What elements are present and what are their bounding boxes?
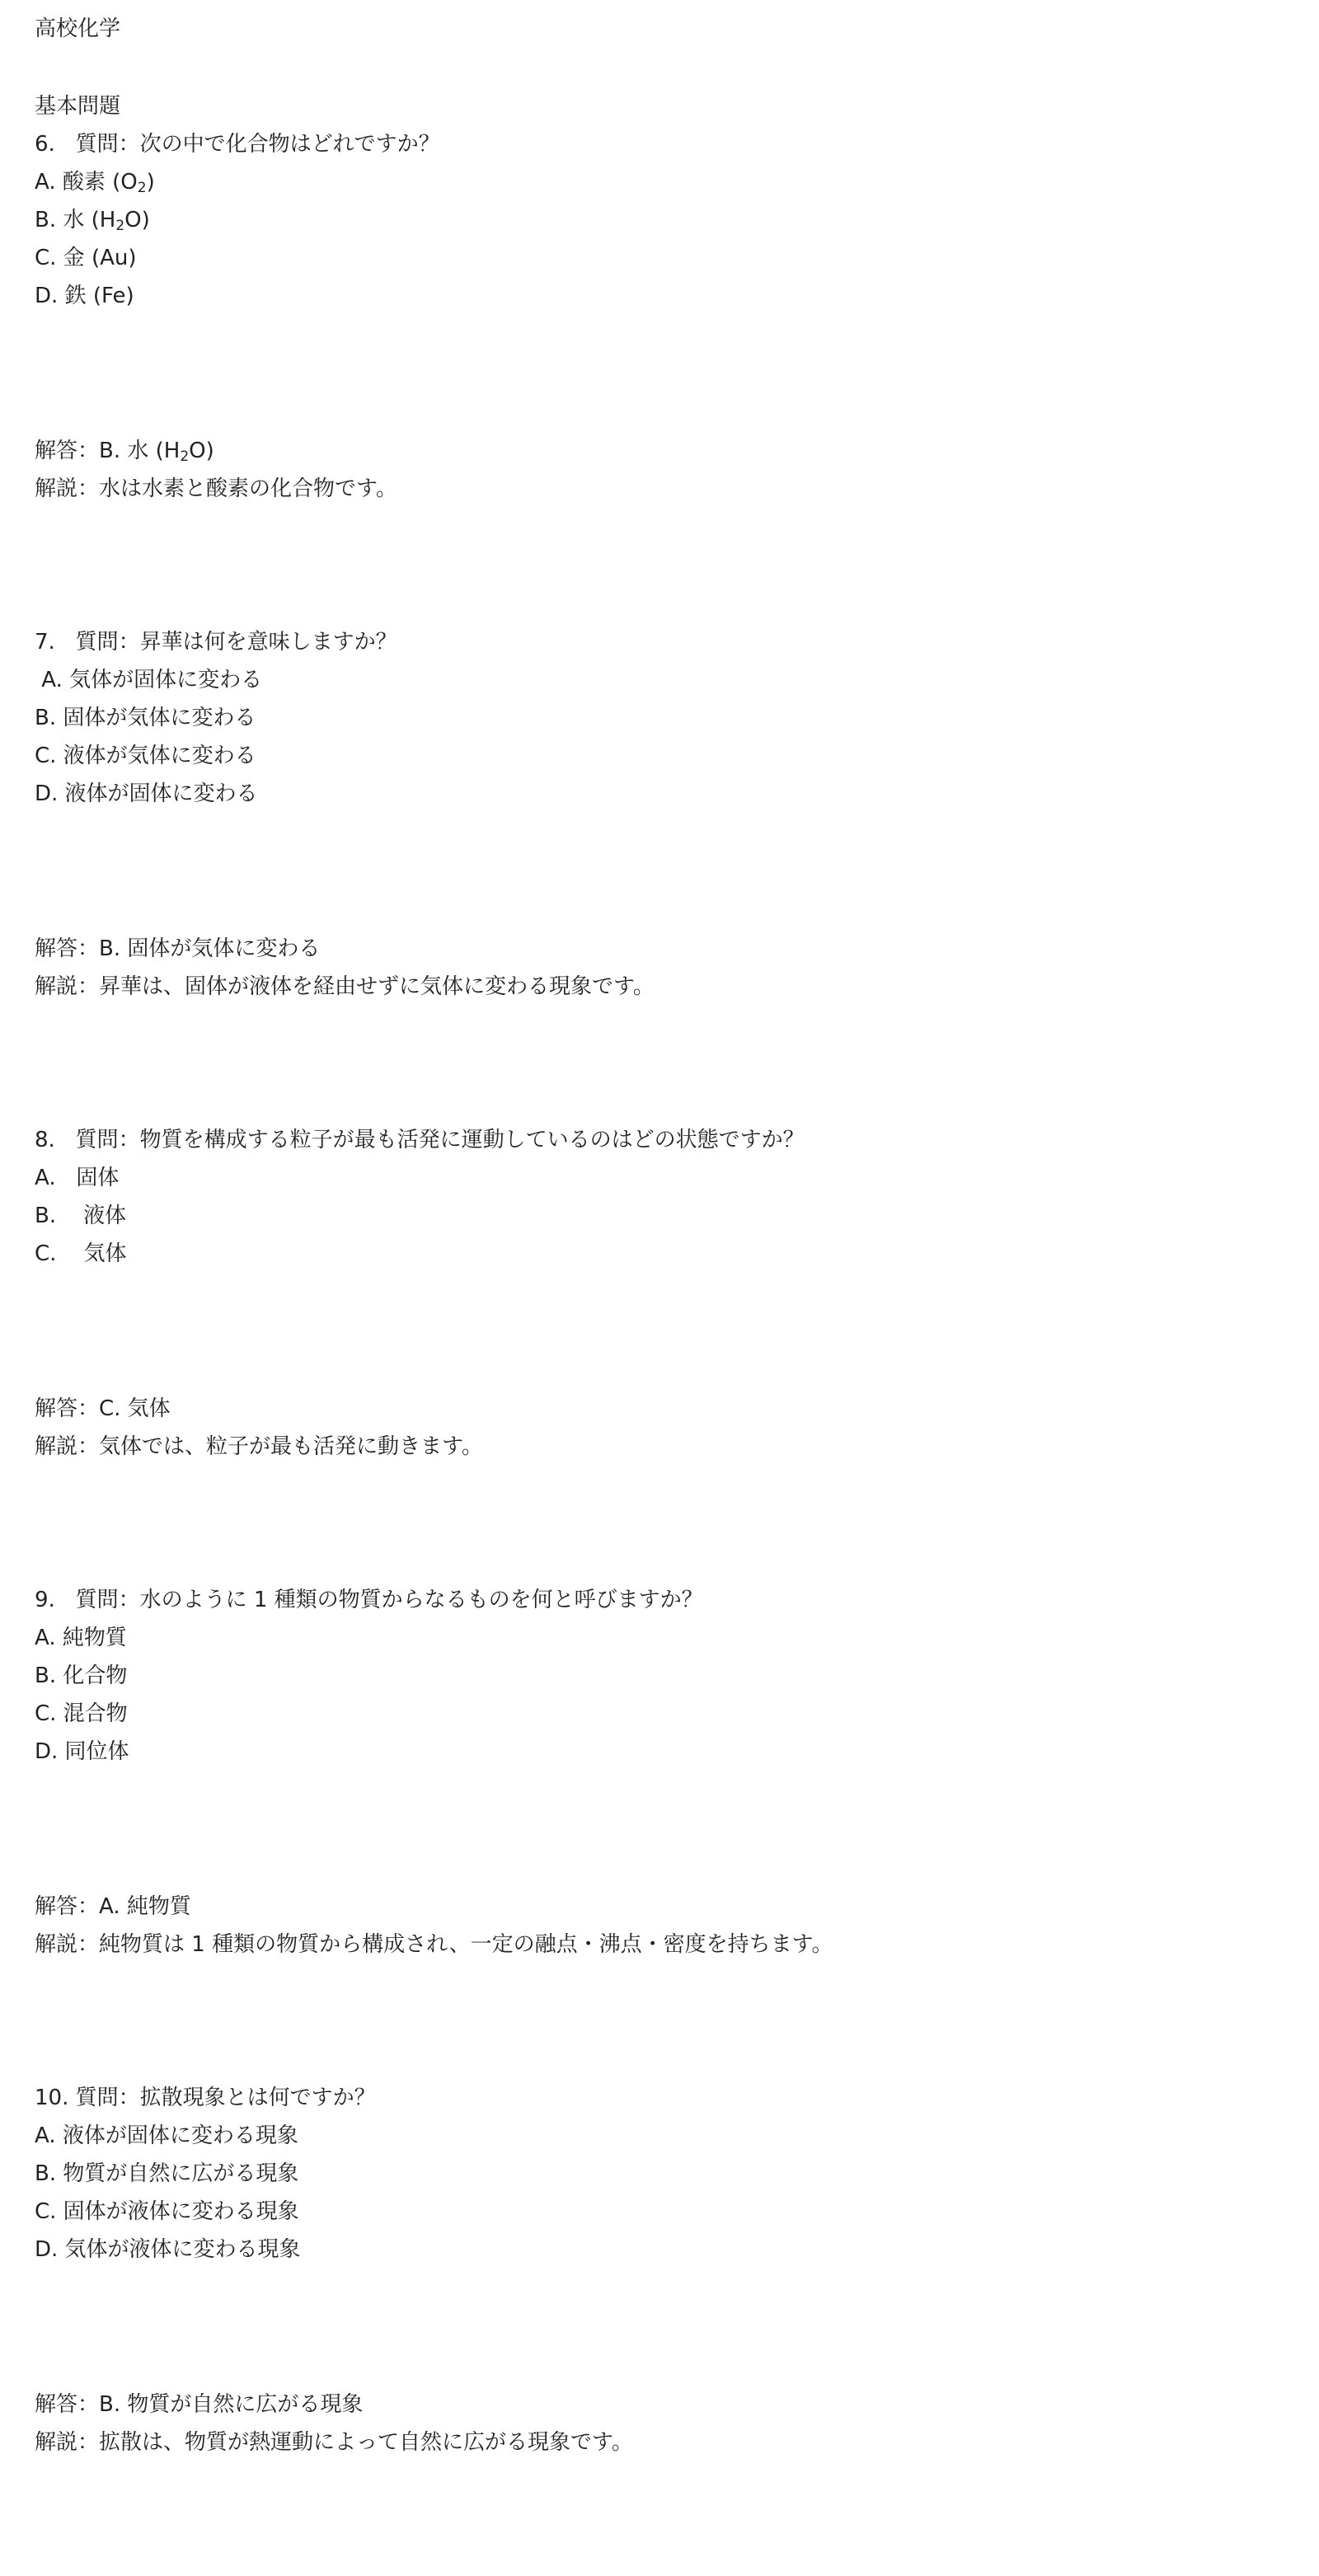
option-item: A. 酸素 $(O_2)$	[35, 170, 155, 196]
option-item: D. 鉄 (Fe)	[35, 284, 134, 308]
explanation-line: 解説：昇華は、固体が液体を経由せずに気体に変わる現象です。	[35, 974, 655, 999]
option-item: A. 気体が固体に変わる	[35, 668, 263, 692]
option-item: C. 混合物	[35, 1701, 128, 1726]
option-item: C. 液体が気体に変わる	[35, 744, 256, 768]
question-text: 7. 質問：昇華は何を意味しますか？	[35, 630, 397, 655]
option-item: B. 固体が気体に変わる	[35, 706, 256, 730]
question-text: 6. 質問：次の中で化合物はどれですか？	[35, 132, 440, 157]
explanation-line: 解説：気体では、粒子が最も活発に動きます。	[35, 1434, 483, 1459]
answer-line: 解答：B. 固体が気体に変わる	[35, 936, 321, 961]
option-item: B. 液体	[35, 1204, 127, 1228]
option-item: B. 化合物	[35, 1663, 128, 1688]
answer-line: 解答：A. 純物質	[35, 1894, 191, 1919]
option-item: B. 物質が自然に広がる現象	[35, 2161, 299, 2186]
explanation-line: 解説：水は水素と酸素の化合物です。	[35, 476, 397, 501]
answer-line: 解答：B. 物質が自然に広がる現象	[35, 2392, 364, 2417]
question-text: 8. 質問：物質を構成する粒子が最も活発に運動しているのはどの状態ですか？	[35, 1128, 805, 1152]
option-item: C. 固体が液体に変わる現象	[35, 2199, 299, 2224]
explanation-line: 解説：純物質は 1 種類の物質から構成され、一定の融点・沸点・密度を持ちます。	[35, 1932, 833, 1957]
section-title: 基本問題	[35, 94, 121, 119]
question-text: 10. 質問：拡散現象とは何ですか？	[35, 2086, 376, 2110]
option-item: C. 金 (Au)	[35, 246, 137, 270]
answer-line: 解答：B. 水 $(H_2O)$	[35, 439, 214, 465]
document-header: 高校化学	[35, 16, 121, 41]
question-text: 9. 質問：水のように 1 種類の物質からなるものを何と呼びますか？	[35, 1588, 703, 1612]
explanation-line: 解説：拡散は、物質が熱運動によって自然に広がる現象です。	[35, 2430, 633, 2455]
option-item: D. 気体が液体に変わる現象	[35, 2237, 301, 2262]
option-item: A. 純物質	[35, 1626, 127, 1650]
answer-line: 解答：C. 気体	[35, 1396, 171, 1421]
option-item: D. 液体が固体に変わる	[35, 781, 258, 806]
option-item: D. 同位体	[35, 1739, 129, 1764]
option-item: C. 気体	[35, 1241, 127, 1266]
option-item: A. 液体が固体に変わる現象	[35, 2123, 298, 2148]
option-item: A. 固体	[35, 1166, 120, 1190]
option-item: B. 水 $(H_2O)$	[35, 208, 150, 234]
